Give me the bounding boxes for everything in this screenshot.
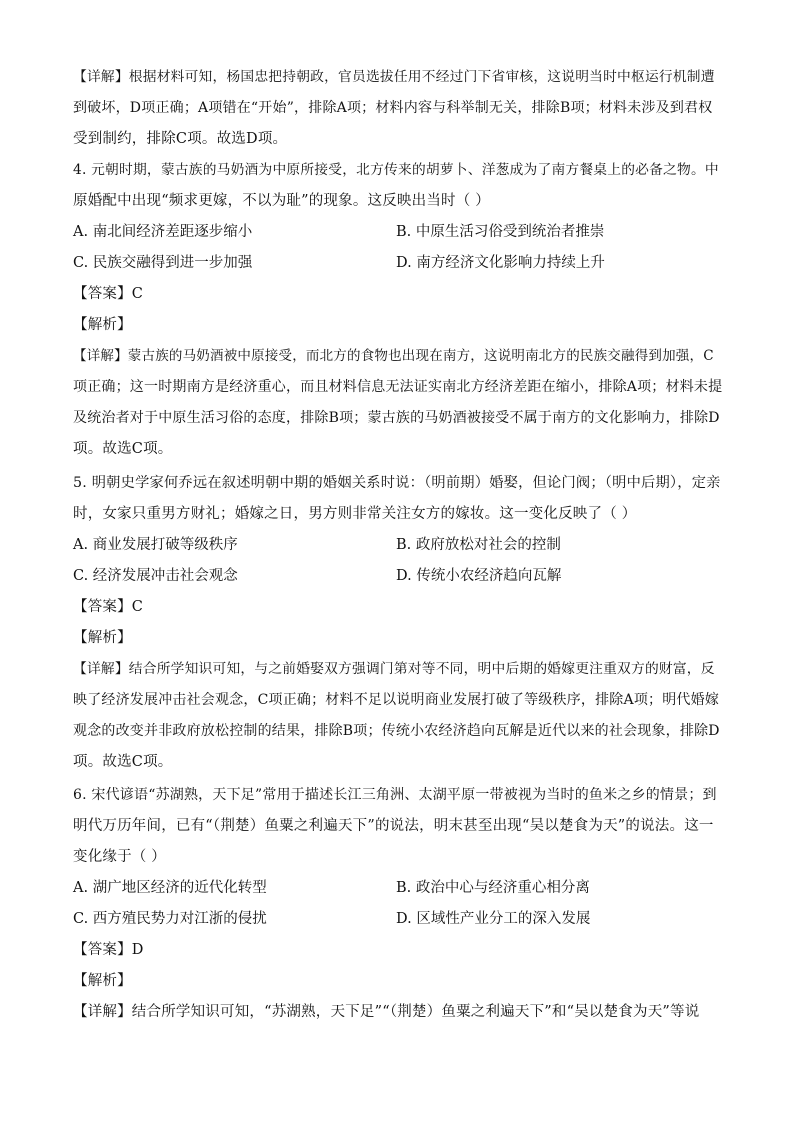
q5-option-a: A. 商业发展打破等级秩序: [73, 537, 238, 553]
q6-stem-line-1: 6. 宋代谚语“苏湖熟，天下足”常用于描述长江三角洲、太湖平原一带被视为当时的鱼米之乡的情景；到: [73, 787, 717, 803]
q3-explanation-line-1: 【详解】根据材料可知，杨国忠把持朝政，官员选拔任用不经过门下省审核，这说明当时中枢运行机制遭: [73, 69, 715, 85]
q4-option-b: B. 中原生活习俗受到统治者推崇: [396, 224, 605, 240]
q4-option-c: C. 民族交融得到进一步加强: [73, 255, 253, 271]
q5-answer: 【答案】C: [73, 599, 144, 615]
q3-explanation-line-2: 到破坏，D项正确；A项错在“开始”，排除A项；材料内容与科举制无关，排除B项；材料未涉及到君权: [73, 100, 713, 116]
q6-answer: 【答案】D: [73, 942, 144, 958]
q4-explanation-line-4: 项。故选C项。: [73, 441, 173, 457]
q5-explanation-line-1: 【详解】结合所学知识可知，与之前婚娶双方强调门第对等不同，明中后期的婚嫁更注重双方的财富，反: [73, 661, 715, 677]
q5-option-b: B. 政府放松对社会的控制: [396, 537, 561, 553]
q4-answer: 【答案】C: [73, 286, 144, 302]
q6-option-a: A. 湖广地区经济的近代化转型: [73, 880, 267, 896]
q5-stem-line-1: 5. 明朝史学家何乔远在叙述明朝中期的婚姻关系时说：（明前期）婚娶，但论门阀；（明中后期），定亲: [73, 475, 721, 491]
q5-stem-line-2: 时，女家只重男方财礼；婚嫁之日，男方则非常关注女方的嫁妆。这一变化反映了（ ）: [73, 506, 637, 522]
q4-explanation-line-1: 【详解】蒙古族的马奶酒被中原接受，而北方的食物也出现在南方，这说明南北方的民族交融得到加强，C: [73, 348, 714, 364]
q6-stem-line-2: 明代万历年间，已有“（荆楚）鱼粟之利遍天下”的说法，明末甚至出现“吴以楚食为天”的说法。这一: [73, 818, 714, 834]
q6-option-c: C. 西方殖民势力对江浙的侵扰: [73, 911, 267, 927]
q6-option-b: B. 政治中心与经济重心相分离: [396, 880, 590, 896]
q5-analysis-label: 【解析】: [73, 630, 132, 646]
q5-option-d: D. 传统小农经济趋向瓦解: [396, 568, 562, 584]
q5-explanation-line-2: 映了经济发展冲击社会观念，C项正确；材料不足以说明商业发展打破了等级秩序，排除A项；明代婚嫁: [73, 692, 720, 708]
q4-analysis-label: 【解析】: [73, 317, 132, 333]
q6-stem-line-3: 变化缘于（ ）: [73, 849, 167, 865]
q6-option-d: D. 区域性产业分工的深入发展: [396, 911, 591, 927]
q5-explanation-line-4: 项。故选C项。: [73, 754, 173, 770]
q5-explanation-line-3: 观念的改变并非政府放松控制的结果，排除B项；传统小农经济趋向瓦解是近代以来的社会现象，排除D: [73, 723, 720, 739]
q4-stem-line-2: 原婚配中出现“频求更嫁，不以为耻”的现象。这反映出当时（ ）: [73, 193, 490, 209]
q6-analysis-label: 【解析】: [73, 973, 132, 989]
q6-explanation-line-1: 【详解】结合所学知识可知，“苏湖熟，天下足”“（荆楚）鱼粟之利遍天下”和“吴以楚食为天”等说: [73, 1004, 700, 1020]
q4-explanation-line-2: 项正确；这一时期南方是经济重心，而且材料信息无法证实南北方经济差距在缩小，排除A项；材料未提: [73, 379, 723, 395]
q5-option-c: C. 经济发展冲击社会观念: [73, 568, 238, 584]
q4-stem-line-1: 4. 元朝时期，蒙古族的马奶酒为中原所接受，北方传来的胡萝卜、洋葱成为了南方餐桌上的必备之物。中: [73, 162, 719, 178]
q3-explanation-line-3: 受到制约，排除C项。故选D项。: [73, 131, 288, 147]
q4-option-a: A. 南北间经济差距逐步缩小: [73, 224, 253, 240]
q4-option-d: D. 南方经济文化影响力持续上升: [396, 255, 605, 271]
q4-explanation-line-3: 及统治者对于中原生活习俗的态度，排除B项；蒙古族的马奶酒被接受不属于南方的文化影响力，排除D: [73, 410, 720, 426]
